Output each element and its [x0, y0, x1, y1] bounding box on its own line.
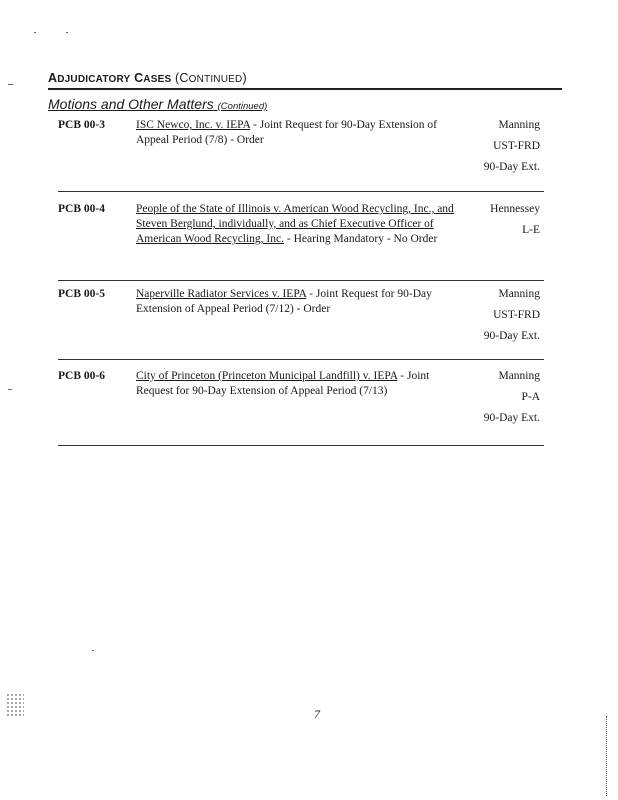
case-divider	[58, 191, 544, 192]
subsection-continued: (Continued)	[217, 101, 268, 112]
section-header-text: DJUDICATORY	[57, 74, 131, 85]
case-divider	[58, 445, 544, 446]
case-action: - Joint Request for 90-Day Extension of Appeal Period (7/13)	[136, 370, 430, 397]
case-entry	[58, 202, 544, 272]
case-divider	[58, 359, 544, 360]
scan-edge-mark	[606, 716, 609, 796]
case-title: ISC Newco, Inc. v. IEPA	[136, 119, 251, 131]
case-meta	[450, 287, 540, 350]
scan-artifact	[6, 693, 24, 717]
case-entry	[58, 118, 544, 178]
case-type: UST-FRD	[493, 309, 540, 321]
case-board-member: Manning	[498, 119, 540, 131]
case-type: P-A	[521, 391, 540, 403]
scan-speck	[92, 650, 94, 651]
case-board-member: Manning	[498, 370, 540, 382]
case-description	[136, 287, 462, 317]
case-board-member: Manning	[498, 288, 540, 300]
case-action: - Hearing Mandatory - No Order	[284, 233, 438, 245]
section-header-text: ASES	[143, 74, 172, 85]
case-board-member: Hennessey	[490, 203, 540, 215]
case-title: People of the State of Illinois v. American Wood Recycling, Inc., and Steven Berglund, individually, and as Chief Executive Officer of American Wood Recycling, Inc.	[136, 203, 454, 245]
section-header-continued: ONTINUED	[188, 74, 243, 85]
case-deadline: 90-Day Ext.	[483, 161, 540, 173]
header-rule	[48, 88, 562, 90]
scan-speck	[8, 84, 13, 85]
case-type: UST-FRD	[493, 140, 540, 152]
section-header-text: C	[134, 71, 144, 85]
scan-speck	[8, 389, 12, 390]
case-number: PCB 00-3	[58, 119, 105, 131]
section-header-continued: (C	[175, 71, 189, 85]
case-type: L-E	[522, 224, 540, 236]
case-entry	[58, 287, 544, 347]
case-divider	[58, 280, 544, 281]
scan-speck	[34, 32, 36, 33]
case-title: City of Princeton (Princeton Municipal Landfill) v. IEPA	[136, 370, 398, 382]
case-action: - Joint Request for 90-Day Extension of Appeal Period (7/12) - Order	[136, 288, 432, 315]
subsection-title: Motions and Other Matters	[48, 96, 214, 112]
case-meta	[450, 118, 540, 181]
case-meta	[450, 369, 540, 432]
scan-speck	[66, 32, 68, 33]
case-meta	[450, 202, 540, 244]
case-title: Naperville Radiator Services v. IEPA	[136, 288, 307, 300]
case-entry	[58, 369, 544, 429]
case-description	[136, 202, 462, 247]
case-action: - Joint Request for 90-Day Extension of Appeal Period (7/8) - Order	[136, 119, 437, 146]
section-header	[48, 71, 558, 85]
case-number: PCB 00-6	[58, 370, 105, 382]
section-header-text: A	[48, 71, 58, 85]
case-description	[136, 118, 462, 148]
case-deadline: 90-Day Ext.	[483, 330, 540, 342]
subsection-header	[48, 96, 548, 112]
case-deadline: 90-Day Ext.	[483, 412, 540, 424]
case-number: PCB 00-4	[58, 203, 105, 215]
case-description	[136, 369, 462, 399]
section-header-continued: )	[242, 71, 247, 85]
page-number: 7	[314, 707, 320, 721]
case-number: PCB 00-5	[58, 288, 105, 300]
